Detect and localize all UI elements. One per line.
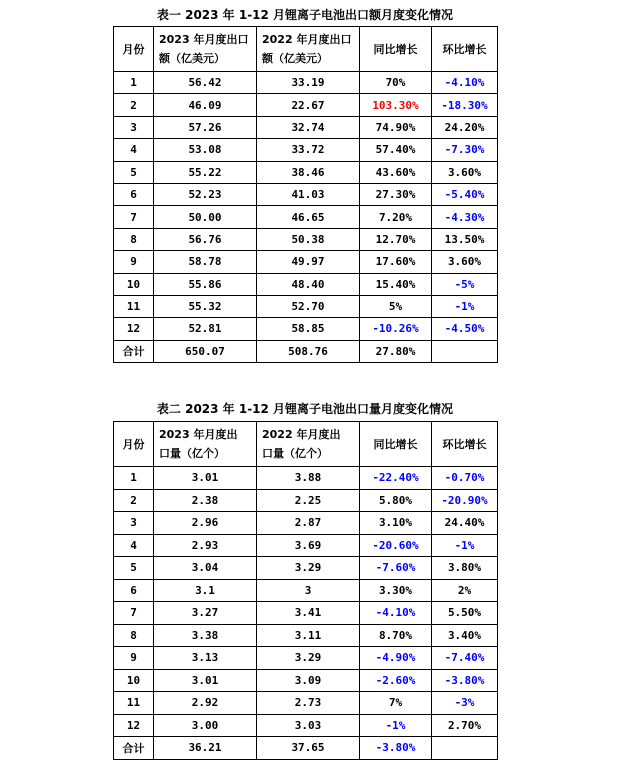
value-2023-cell: 55.32 bbox=[154, 295, 257, 317]
total-row bbox=[114, 340, 498, 362]
mom-cell: -4.10% bbox=[432, 72, 498, 94]
month-cell: 3 bbox=[114, 512, 154, 535]
header-2022-line1: 2022 年月度出 bbox=[262, 428, 341, 441]
value-2023-cell: 3.01 bbox=[154, 467, 257, 490]
month-cell: 4 bbox=[114, 139, 154, 161]
header-mom: 环比增长 bbox=[432, 27, 498, 72]
table-row bbox=[114, 624, 498, 647]
yoy-cell: 43.60% bbox=[360, 161, 432, 183]
value-2022-cell: 52.70 bbox=[257, 295, 360, 317]
value-2023-cell: 56.42 bbox=[154, 72, 257, 94]
mom-cell: 24.40% bbox=[432, 512, 498, 535]
month-cell: 3 bbox=[114, 116, 154, 138]
yoy-cell: 5.80% bbox=[360, 489, 432, 512]
table-row bbox=[114, 714, 498, 737]
mom-cell: -1% bbox=[432, 534, 498, 557]
value-2023-cell: 3.04 bbox=[154, 557, 257, 580]
month-cell: 1 bbox=[114, 72, 154, 94]
yoy-cell: -10.26% bbox=[360, 318, 432, 340]
value-2022-cell: 48.40 bbox=[257, 273, 360, 295]
yoy-cell: -7.60% bbox=[360, 557, 432, 580]
month-cell: 8 bbox=[114, 228, 154, 250]
yoy-cell: 7.20% bbox=[360, 206, 432, 228]
yoy-cell: 17.60% bbox=[360, 251, 432, 273]
value-2022-cell: 3.41 bbox=[257, 602, 360, 625]
month-cell: 11 bbox=[114, 295, 154, 317]
month-cell: 6 bbox=[114, 579, 154, 602]
table-row bbox=[114, 557, 498, 580]
mom-cell: 3.40% bbox=[432, 624, 498, 647]
mom-cell: -1% bbox=[432, 295, 498, 317]
yoy-cell: 70% bbox=[360, 72, 432, 94]
month-cell: 10 bbox=[114, 669, 154, 692]
month-cell: 12 bbox=[114, 714, 154, 737]
yoy-cell: -22.40% bbox=[360, 467, 432, 490]
table-row bbox=[114, 512, 498, 535]
value-2023-cell: 55.22 bbox=[154, 161, 257, 183]
table-row bbox=[114, 228, 498, 250]
value-2022-cell: 38.46 bbox=[257, 161, 360, 183]
mom-cell: 3.60% bbox=[432, 251, 498, 273]
header-2022-line2: 口量（亿个） bbox=[262, 447, 328, 460]
header-mom: 环比增长 bbox=[432, 422, 498, 467]
month-cell: 5 bbox=[114, 557, 154, 580]
mom-cell: -20.90% bbox=[432, 489, 498, 512]
table-row bbox=[114, 579, 498, 602]
value-2022-cell: 2.73 bbox=[257, 692, 360, 715]
table1-body bbox=[114, 72, 498, 363]
table-row bbox=[114, 139, 498, 161]
value-2022-cell: 3.88 bbox=[257, 467, 360, 490]
header-2023-line1: 2023 年月度出口 bbox=[159, 33, 249, 46]
export-value-table bbox=[113, 26, 498, 363]
value-2023-cell: 2.96 bbox=[154, 512, 257, 535]
value-2023-cell: 2.92 bbox=[154, 692, 257, 715]
header-2023 bbox=[154, 422, 257, 467]
yoy-cell: 3.10% bbox=[360, 512, 432, 535]
value-2022-cell: 58.85 bbox=[257, 318, 360, 340]
month-cell: 9 bbox=[114, 251, 154, 273]
mom-cell: 24.20% bbox=[432, 116, 498, 138]
month-cell: 9 bbox=[114, 647, 154, 670]
table-row bbox=[114, 206, 498, 228]
value-2022-cell: 3.69 bbox=[257, 534, 360, 557]
yoy-cell: 8.70% bbox=[360, 624, 432, 647]
value-2022-cell: 3.03 bbox=[257, 714, 360, 737]
value-2023-cell: 3.00 bbox=[154, 714, 257, 737]
mom-cell: 2.70% bbox=[432, 714, 498, 737]
total-label-cell: 合计 bbox=[114, 737, 154, 760]
table2-body bbox=[114, 467, 498, 760]
yoy-cell: 27.30% bbox=[360, 183, 432, 205]
month-cell: 7 bbox=[114, 206, 154, 228]
mom-cell: -7.40% bbox=[432, 647, 498, 670]
value-2023-cell: 52.23 bbox=[154, 183, 257, 205]
month-cell: 4 bbox=[114, 534, 154, 557]
table-row bbox=[114, 183, 498, 205]
value-2022-cell: 49.97 bbox=[257, 251, 360, 273]
value-2022-cell: 33.72 bbox=[257, 139, 360, 161]
month-cell: 7 bbox=[114, 602, 154, 625]
value-2023-cell: 57.26 bbox=[154, 116, 257, 138]
mom-cell: -3% bbox=[432, 692, 498, 715]
value-2022-cell: 3.29 bbox=[257, 557, 360, 580]
table-row bbox=[114, 273, 498, 295]
value-2022-cell: 22.67 bbox=[257, 94, 360, 116]
table-header-row bbox=[114, 27, 498, 72]
total-yoy-cell: 27.80% bbox=[360, 340, 432, 362]
table-row bbox=[114, 295, 498, 317]
table-row bbox=[114, 94, 498, 116]
mom-cell: -4.50% bbox=[432, 318, 498, 340]
mom-cell: -3.80% bbox=[432, 669, 498, 692]
mom-cell: 5.50% bbox=[432, 602, 498, 625]
header-2023-line1: 2023 年月度出 bbox=[159, 428, 238, 441]
total-2022-cell: 508.76 bbox=[257, 340, 360, 362]
table-row bbox=[114, 692, 498, 715]
value-2022-cell: 50.38 bbox=[257, 228, 360, 250]
mom-cell: -18.30% bbox=[432, 94, 498, 116]
mom-cell: -0.70% bbox=[432, 467, 498, 490]
value-2023-cell: 56.76 bbox=[154, 228, 257, 250]
table-row bbox=[114, 318, 498, 340]
value-2022-cell: 41.03 bbox=[257, 183, 360, 205]
yoy-cell: 74.90% bbox=[360, 116, 432, 138]
table-header-row bbox=[114, 422, 498, 467]
month-cell: 5 bbox=[114, 161, 154, 183]
table-row bbox=[114, 489, 498, 512]
total-mom-cell bbox=[432, 737, 498, 760]
yoy-cell: -2.60% bbox=[360, 669, 432, 692]
yoy-cell: 5% bbox=[360, 295, 432, 317]
table2-title: 表二 2023 年 1-12 月锂离子电池出口量月度变化情况 bbox=[156, 402, 454, 416]
value-2023-cell: 55.86 bbox=[154, 273, 257, 295]
header-2022 bbox=[257, 422, 360, 467]
mom-cell: -5% bbox=[432, 273, 498, 295]
value-2023-cell: 50.00 bbox=[154, 206, 257, 228]
mom-cell: 3.60% bbox=[432, 161, 498, 183]
yoy-cell: -4.90% bbox=[360, 647, 432, 670]
total-2023-cell: 36.21 bbox=[154, 737, 257, 760]
mom-cell: 2% bbox=[432, 579, 498, 602]
value-2022-cell: 46.65 bbox=[257, 206, 360, 228]
value-2023-cell: 46.09 bbox=[154, 94, 257, 116]
yoy-cell: -4.10% bbox=[360, 602, 432, 625]
header-2022-line2: 额（亿美元） bbox=[262, 52, 328, 65]
table-row bbox=[114, 602, 498, 625]
value-2023-cell: 3.1 bbox=[154, 579, 257, 602]
header-2023 bbox=[154, 27, 257, 72]
value-2023-cell: 3.38 bbox=[154, 624, 257, 647]
month-cell: 10 bbox=[114, 273, 154, 295]
value-2022-cell: 3 bbox=[257, 579, 360, 602]
value-2023-cell: 2.93 bbox=[154, 534, 257, 557]
export-volume-table-block bbox=[113, 401, 497, 760]
value-2022-cell: 2.25 bbox=[257, 489, 360, 512]
table-row bbox=[114, 669, 498, 692]
yoy-cell: 7% bbox=[360, 692, 432, 715]
total-label-cell: 合计 bbox=[114, 340, 154, 362]
value-2023-cell: 52.81 bbox=[154, 318, 257, 340]
value-2023-cell: 3.13 bbox=[154, 647, 257, 670]
month-cell: 8 bbox=[114, 624, 154, 647]
table-row bbox=[114, 72, 498, 94]
table1-title: 表一 2023 年 1-12 月锂离子电池出口额月度变化情况 bbox=[156, 8, 454, 22]
export-volume-table bbox=[113, 421, 498, 760]
yoy-cell: 103.30% bbox=[360, 94, 432, 116]
header-2022 bbox=[257, 27, 360, 72]
table-row bbox=[114, 467, 498, 490]
mom-cell: -4.30% bbox=[432, 206, 498, 228]
total-mom-cell bbox=[432, 340, 498, 362]
header-yoy: 同比增长 bbox=[360, 27, 432, 72]
yoy-cell: 12.70% bbox=[360, 228, 432, 250]
value-2023-cell: 3.01 bbox=[154, 669, 257, 692]
header-month: 月份 bbox=[114, 422, 154, 467]
total-2022-cell: 37.65 bbox=[257, 737, 360, 760]
mom-cell: -5.40% bbox=[432, 183, 498, 205]
yoy-cell: -20.60% bbox=[360, 534, 432, 557]
value-2023-cell: 2.38 bbox=[154, 489, 257, 512]
yoy-cell: -1% bbox=[360, 714, 432, 737]
table-row bbox=[114, 116, 498, 138]
value-2023-cell: 3.27 bbox=[154, 602, 257, 625]
month-cell: 2 bbox=[114, 489, 154, 512]
month-cell: 2 bbox=[114, 94, 154, 116]
month-cell: 6 bbox=[114, 183, 154, 205]
total-row bbox=[114, 737, 498, 760]
value-2022-cell: 32.74 bbox=[257, 116, 360, 138]
value-2022-cell: 33.19 bbox=[257, 72, 360, 94]
header-month: 月份 bbox=[114, 27, 154, 72]
value-2022-cell: 3.09 bbox=[257, 669, 360, 692]
table-row bbox=[114, 161, 498, 183]
yoy-cell: 15.40% bbox=[360, 273, 432, 295]
value-2022-cell: 2.87 bbox=[257, 512, 360, 535]
month-cell: 1 bbox=[114, 467, 154, 490]
header-2022-line1: 2022 年月度出口 bbox=[262, 33, 352, 46]
month-cell: 11 bbox=[114, 692, 154, 715]
value-2023-cell: 53.08 bbox=[154, 139, 257, 161]
header-2023-line2: 口量（亿个） bbox=[159, 447, 225, 460]
value-2022-cell: 3.11 bbox=[257, 624, 360, 647]
header-2023-line2: 额（亿美元） bbox=[159, 52, 225, 65]
header-yoy: 同比增长 bbox=[360, 422, 432, 467]
mom-cell: 13.50% bbox=[432, 228, 498, 250]
value-2022-cell: 3.29 bbox=[257, 647, 360, 670]
table-row bbox=[114, 534, 498, 557]
export-value-table-block bbox=[113, 7, 497, 363]
month-cell: 12 bbox=[114, 318, 154, 340]
total-2023-cell: 650.07 bbox=[154, 340, 257, 362]
value-2023-cell: 58.78 bbox=[154, 251, 257, 273]
mom-cell: -7.30% bbox=[432, 139, 498, 161]
table-row bbox=[114, 647, 498, 670]
mom-cell: 3.80% bbox=[432, 557, 498, 580]
yoy-cell: 3.30% bbox=[360, 579, 432, 602]
total-yoy-cell: -3.80% bbox=[360, 737, 432, 760]
yoy-cell: 57.40% bbox=[360, 139, 432, 161]
table-row bbox=[114, 251, 498, 273]
